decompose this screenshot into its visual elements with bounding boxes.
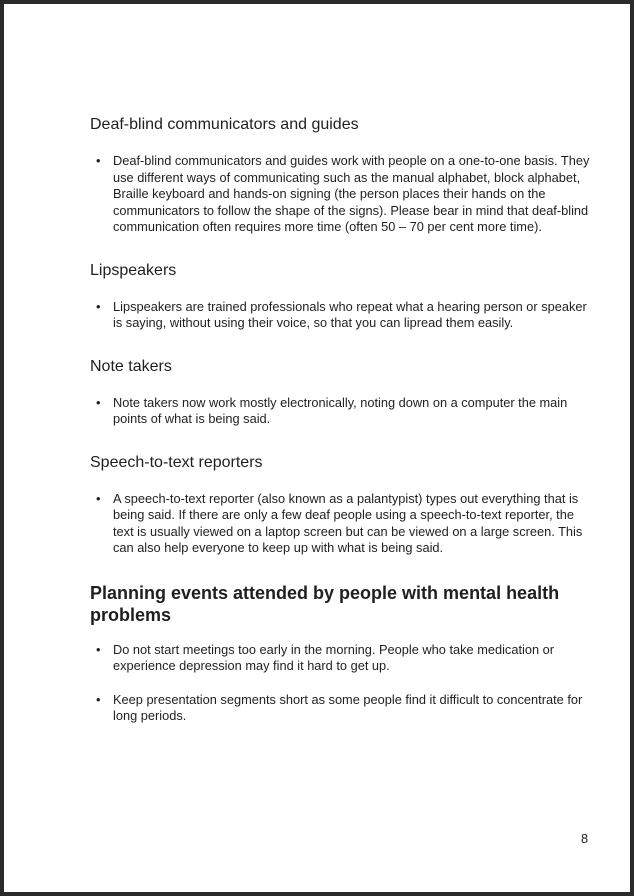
bullet-dot-icon: • [96, 691, 101, 707]
bullet-list [90, 395, 591, 428]
section-heading: Deaf-blind communicators and guides [90, 116, 359, 133]
bullet-item [90, 491, 591, 557]
page-number: 8 [581, 831, 589, 846]
bullet-dot-icon: • [96, 490, 101, 506]
bullet-dot-icon: • [96, 394, 101, 410]
bullet-list [90, 491, 591, 557]
bullet-item [90, 395, 591, 428]
document-content [4, 4, 630, 725]
section-heading: Planning events attended by people with mental health problems [90, 582, 560, 625]
bullet-text: Note takers now work mostly electronically, noting down on a computer the main points of what is being said. [113, 394, 568, 426]
section-lipspeakers [90, 261, 591, 332]
bullet-list [90, 153, 591, 236]
bullet-item [90, 692, 591, 725]
section-planning-events-mental-health [90, 582, 591, 725]
bullet-list [90, 642, 591, 725]
section-speech-to-text [90, 453, 591, 557]
bullet-item [90, 299, 591, 332]
section-heading: Speech-to-text reporters [90, 453, 263, 471]
section-note-takers [90, 357, 591, 428]
bullet-text: Do not start meetings too early in the morning. People who take medication or experience depression may find it hard to get up. [113, 641, 555, 673]
bullet-text: Deaf-blind communicators and guides work with people on a one-to-one basis. They use different ways of communicating such as the manual alphabet, block alphabet, Braille keyboard and hands-on signing (the person places their hands on the communicators to follow the shape of the signs). Please bear in mind that deaf-blind communication often requires more time (often 50 – 70 per cent more time). [113, 153, 590, 234]
bullet-text: Keep presentation segments short as some people find it difficult to concentrate for long periods. [113, 691, 583, 723]
bullet-text: Lipspeakers are trained professionals who repeat what a hearing person or speaker is saying, without using their voice, so that you can lipread them easily. [113, 298, 587, 330]
section-heading: Lipspeakers [90, 261, 177, 279]
bullet-dot-icon: • [96, 298, 101, 314]
bullet-text: A speech-to-text reporter (also known as a palantypist) types out everything that is being said. If there are only a few deaf people using a speech-to-text reporter, the text is usually viewed on a laptop screen but can be viewed on a large screen. This can also help everyone to keep up with what is being said. [113, 490, 583, 555]
bullet-dot-icon: • [96, 153, 101, 168]
bullet-dot-icon: • [96, 641, 101, 657]
bullet-item [90, 153, 591, 236]
bullet-item [90, 642, 591, 675]
section-heading: Note takers [90, 357, 172, 375]
bullet-list [90, 299, 591, 332]
section-deaf-blind-communicators [90, 115, 591, 236]
